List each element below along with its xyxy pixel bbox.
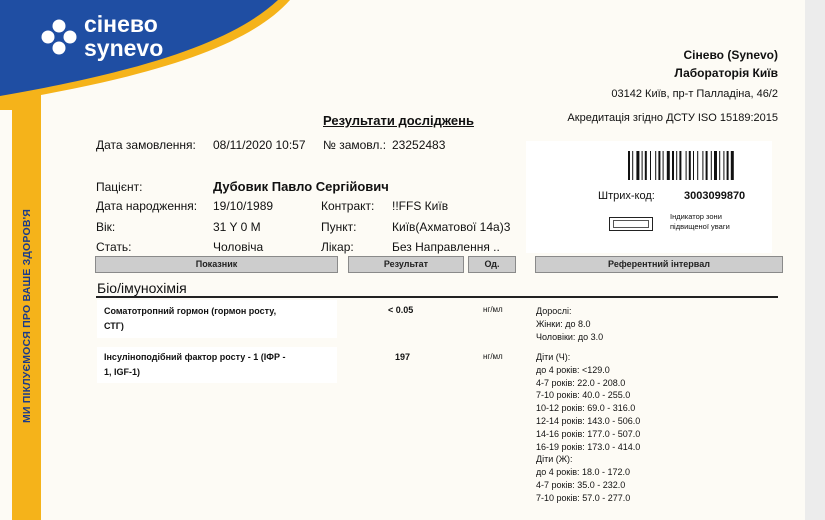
test-reference: [536, 305, 603, 343]
patient-name-label: Пацієнт:: [96, 180, 143, 194]
lab-address: 03142 Київ, пр-т Палладіна, 46/2: [611, 88, 778, 100]
test-result: 197: [395, 352, 411, 362]
barcode-bar: [711, 151, 712, 180]
document-title: Результати досліджень: [323, 113, 474, 128]
reference-line: Чоловіки: до 3.0: [536, 331, 604, 342]
synevo-flower-logo-icon: [40, 18, 78, 56]
sex-label: Стать:: [96, 240, 132, 254]
doctor-label: Лікар:: [321, 240, 354, 254]
test-name-line2: СТГ): [104, 321, 124, 331]
reference-line: 7-10 років: 40.0 - 255.0: [536, 390, 631, 401]
barcode-graphic: [628, 151, 770, 180]
point-value: Київ(Ахматової 14а)3: [392, 220, 511, 234]
test-result: < 0.05: [388, 305, 414, 315]
header-unit: Од.: [468, 256, 516, 273]
section-title: Біо/імунохімія: [97, 280, 187, 296]
sidebar-slogan-text: МИ ПІКЛУЄМОСЯ ПРО ВАШЕ ЗДОРОВ'Я: [20, 208, 33, 424]
reference-line: Дорослі:: [536, 306, 572, 316]
contract-value: !!FFS Київ: [392, 199, 449, 213]
barcode-bar: [714, 151, 717, 180]
barcode-bar: [727, 151, 729, 180]
barcode-bar: [655, 151, 656, 180]
barcode-bar: [663, 151, 664, 180]
age-value: 31 Y 0 M: [213, 220, 261, 234]
barcode-bar: [702, 151, 703, 180]
barcode-bar: [650, 151, 651, 180]
test-name-line2: 1, IGF-1): [104, 367, 141, 377]
indicator-text-1: Індикатор зони: [670, 212, 722, 221]
doctor-value: Без Направлення ..: [392, 240, 500, 254]
point-label: Пункт:: [321, 220, 357, 234]
attention-indicator-box: [609, 217, 653, 231]
barcode-bar: [676, 151, 677, 180]
barcode-bar: [731, 151, 734, 180]
order-number-value: 23252483: [392, 138, 446, 152]
order-date-label: Дата замовлення:: [96, 138, 196, 152]
test-name-line1: Соматотропний гормон (гормон росту,: [104, 306, 277, 316]
reference-line: 16-19 років: 173.0 - 414.0: [536, 441, 641, 452]
reference-line: до 4 років: 18.0 - 172.0: [536, 467, 631, 478]
lab-accreditation: Акредитація згідно ДСТУ ISO 15189:2015: [567, 112, 778, 124]
barcode-bar: [642, 151, 643, 180]
barcode-bar: [636, 151, 639, 180]
barcode-bar: [693, 151, 694, 180]
reference-line: 12-14 років: 143.0 - 506.0: [536, 415, 641, 426]
sidebar-slogan: [12, 95, 41, 520]
brand-name-ua: сінево: [84, 11, 158, 37]
barcode-value: 3003099870: [684, 190, 746, 202]
indicator-text-2: підвищеної уваги: [670, 222, 730, 231]
dob-value: 19/10/1989: [213, 199, 274, 213]
reference-line: 7-10 років: 57.0 - 277.0: [536, 492, 631, 503]
lab-unit: Лабораторія Київ: [674, 66, 778, 80]
barcode-bar: [658, 151, 660, 180]
patient-name-value: Дубовик Павло Сергійович: [213, 179, 389, 194]
test-unit: нг/мл: [483, 352, 503, 361]
barcode-bar: [672, 151, 674, 180]
barcode-bar: [667, 151, 670, 180]
barcode-bar: [697, 151, 698, 180]
barcode-bar: [706, 151, 708, 180]
dob-label: Дата народження:: [96, 199, 198, 213]
test-name-line1: Інсуліноподібний фактор росту - 1 (ІФР -: [104, 352, 286, 362]
reference-line: 10-12 років: 69.0 - 316.0: [536, 403, 636, 414]
order-number-label: № замовл.:: [323, 138, 387, 152]
barcode-label: Штрих-код:: [598, 190, 655, 202]
test-unit: нг/мл: [483, 305, 503, 314]
reference-line: до 4 років: <129.0: [536, 364, 610, 375]
reference-line: 14-16 років: 177.0 - 507.0: [536, 428, 641, 439]
reference-line: 4-7 років: 22.0 - 208.0: [536, 377, 626, 388]
age-label: Вік:: [96, 220, 116, 234]
lab-name: Сінево (Synevo): [683, 48, 778, 62]
reference-line: Діти (Ж):: [536, 454, 573, 465]
header-reference: Референтний інтервал: [535, 256, 783, 273]
window-margin: [805, 0, 825, 520]
barcode-bar: [679, 151, 681, 180]
reference-line: 4-7 років: 35.0 - 232.0: [536, 479, 626, 490]
reference-line: Діти (Ч):: [536, 352, 571, 362]
brand-name-en: synevo: [84, 35, 164, 61]
contract-label: Контракт:: [321, 199, 375, 213]
header-result: Результат: [348, 256, 464, 273]
header-indicator: Показник: [95, 256, 338, 273]
sex-value: Чоловіча: [213, 240, 264, 254]
barcode-bar: [628, 151, 630, 180]
order-date-value: 08/11/2020 10:57: [213, 138, 306, 152]
reference-line: Жінки: до 8.0: [536, 318, 591, 329]
barcode-bar: [645, 151, 647, 180]
barcode-bar: [689, 151, 691, 180]
barcode-bar: [719, 151, 720, 180]
test-reference: [536, 351, 640, 505]
barcode-bar: [632, 151, 633, 180]
barcode-bar: [723, 151, 724, 180]
section-divider: [96, 296, 778, 298]
barcode-bar: [686, 151, 687, 180]
